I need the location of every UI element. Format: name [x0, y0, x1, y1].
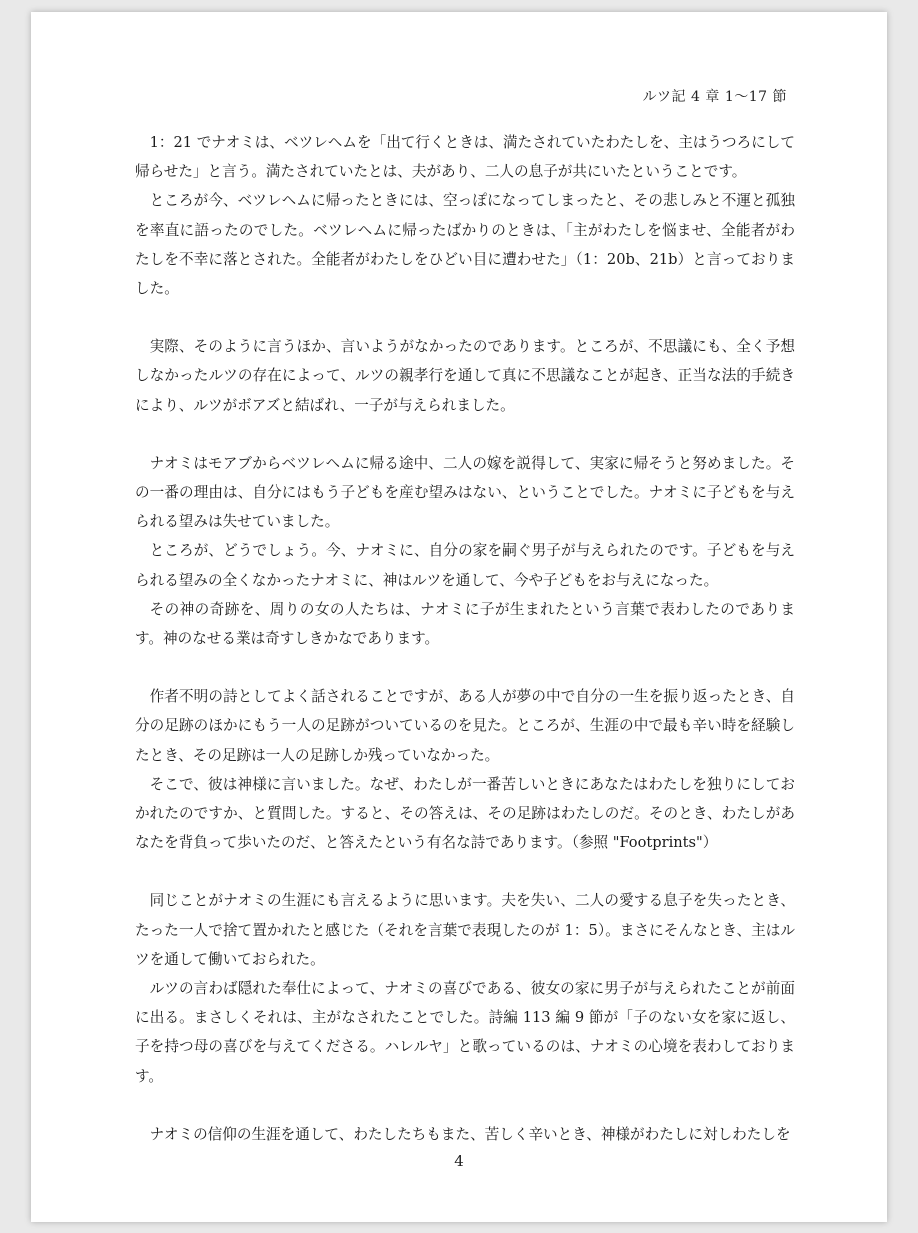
paragraph: そこで、彼は神様に言いました。なぜ、わたしが一番苦しいときにあなたはわたしを独りにしておかれたのですか、と質問した。すると、その答えは、その足跡はわたしのだ。そのとき、わたしがあなたを背負って歩いたのだ、と答えたという有名な詩であります。（参照 "Footprints"）	[135, 775, 795, 852]
paragraph-gap	[135, 420, 795, 449]
paragraph: その神の奇跡を、周りの女の人たちは、ナオミに子が生まれたという言葉で表わしたのであります。神のなせる業は奇すしきかなであります。	[135, 600, 795, 648]
paragraph-gap	[135, 653, 795, 682]
paragraph: ナオミの信仰の生涯を通して、わたしたちもまた、苦しく辛いとき、神様がわたしに対しわたしを	[149, 1125, 791, 1143]
paragraph: ルツの言わば隠れた奉仕によって、ナオミの喜びである、彼女の家に男子が与えられたことが前面に出る。まさしくそれは、主がなされたことでした。詩編 113 編 9 節が「子のない女を家に返し、子を持つ母の喜びを与えてくださる。ハレルヤ」と歌っているのは、ナオミの心境を表わしております。	[135, 980, 795, 1085]
paragraph: 実際、そのように言うほか、言いようがなかったのであります。ところが、不思議にも、全く予想しなかったルツの存在によって、ルツの親孝行を通して真に不思議なことが起き、正当な法的手続きにより、ルツがボアズと結ばれ、一子が与えられました。	[135, 338, 795, 414]
paragraph-gap	[135, 303, 795, 332]
paragraph: 1：21 でナオミは、ベツレヘムを「出て行くときは、満たされていたわたしを、主はうつろにして帰らせた」と言う。満たされていたとは、夫があり、二人の息子が共にいたということです。	[135, 134, 795, 181]
page-number: 4	[454, 1152, 464, 1170]
page-body	[135, 128, 795, 1149]
paragraph: ナオミはモアブからベツレヘムに帰る途中、二人の嫁を説得して、実家に帰そうと努めました。その一番の理由は、自分にはもう子どもを産む望みはない、ということでした。ナオミに子どもを与えられる望みは失せていました。	[135, 454, 795, 531]
paragraph: ところが、どうでしょう。今、ナオミに、自分の家を嗣ぐ男子が与えられたのです。子どもを与えられる望みの全くなかったナオミに、神はルツを通して、今や子どもをお与えになった。	[135, 542, 795, 589]
paragraph: ところが今、ベツレヘムに帰ったときには、空っぽになってしまったと、その悲しみと不運と孤独を率直に語ったのでした。ベツレヘムに帰ったばかりのときは、「主がわたしを悩ませ、全能者がわたしを不幸に落とされた。全能者がわたしをひどい目に遭わせた」（1：20b、21b）と言っておりました。	[135, 192, 795, 298]
paragraph: 同じことがナオミの生涯にも言えるように思います。夫を失い、二人の愛する息子を失ったとき、たった一人で捨て置かれたと感じた（それを言葉で表現したのが 1：5）。まさにそんなとき、主はルツを通して働いておられた。	[135, 892, 795, 968]
paragraph-gap	[135, 1091, 795, 1120]
document-page	[31, 12, 887, 1222]
paragraph: 作者不明の詩としてよく話されることですが、ある人が夢の中で自分の一生を振り返ったとき、自分の足跡のほかにもう一人の足跡がついているのを見た。ところが、生涯の中で最も辛い時を経験したとき、その足跡は一人の足跡しか残っていなかった。	[135, 688, 795, 764]
running-header: ルツ記 4 章 1〜17 節	[642, 89, 787, 105]
paragraph-gap	[135, 857, 795, 886]
